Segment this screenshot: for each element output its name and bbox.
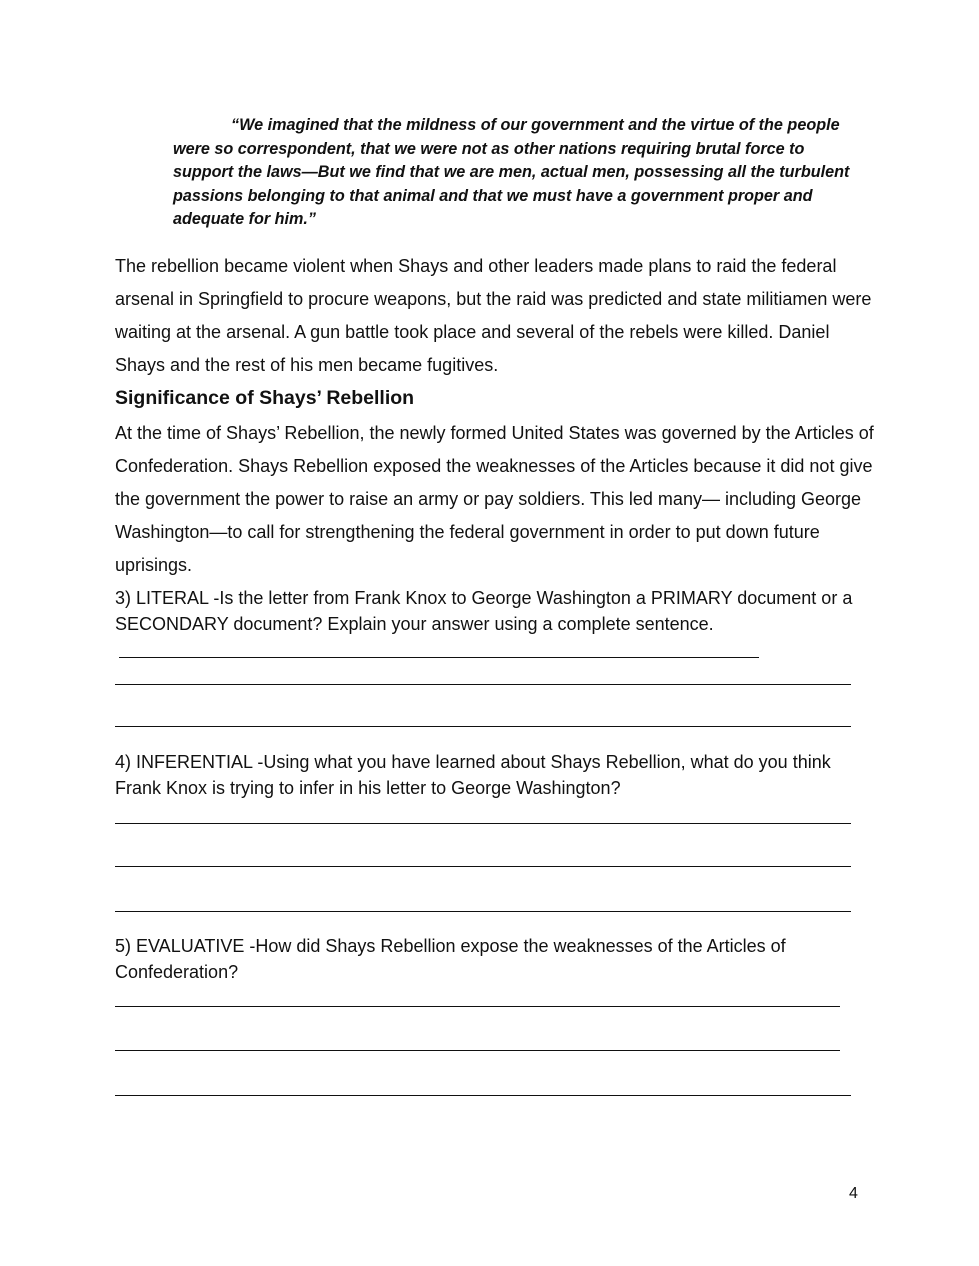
answer-line-q4-2[interactable]: [115, 866, 851, 867]
block-quote: [173, 114, 863, 232]
question-3: [115, 585, 855, 665]
answer-line-q3-1[interactable]: [115, 684, 851, 685]
question-4: 4) INFERENTIAL -Using what you have learned about Shays Rebellion, what do you think Frank Knox is trying to infer in his letter to George Washington?: [115, 752, 831, 798]
answer-line-q3-2[interactable]: [115, 726, 851, 727]
answer-line-q5-3[interactable]: [115, 1095, 851, 1096]
question-3-text: 3) LITERAL -Is the letter from Frank Knox to George Washington a PRIMARY document or a SECONDARY document? Explain your answer using a complete sentence.: [115, 588, 853, 634]
answer-line-q4-3[interactable]: [115, 911, 851, 912]
page-number: 4: [849, 1185, 858, 1202]
answer-line-q5-1[interactable]: [115, 1006, 840, 1007]
paragraph-significance: At the time of Shays’ Rebellion, the newly formed United States was governed by the Articles of Confederation. Shays Rebellion exposed the weaknesses of the Articles because it did not give the government the power to raise an army or pay soldiers. This led many— including George Washington—to call for strengthening the federal government in order to put down future uprisings.: [115, 423, 874, 575]
section-heading: Significance of Shays’ Rebellion: [115, 387, 415, 409]
quote-text: “We imagined that the mildness of our government and the virtue of the people were so correspondent, that we were not as other nations requiring brutal force to support the laws—But we find that we are men, actual men, possessing all the turbulent passions belonging to that animal and that we must have a government proper and adequate for him.”: [173, 116, 850, 228]
answer-line-q5-2[interactable]: [115, 1050, 840, 1051]
paragraph-rebellion-violence: The rebellion became violent when Shays and other leaders made plans to raid the federal arsenal in Springfield to procure weapons, but the raid was predicted and state militiamen were waiting at the arsenal. A gun battle took place and several of the rebels were killed. Daniel Shays and the rest of his men became fugitives.: [115, 256, 872, 375]
question-5: 5) EVALUATIVE -How did Shays Rebellion expose the weaknesses of the Articles of Confederation?: [115, 936, 786, 982]
answer-blank-q3-inline[interactable]: [119, 637, 759, 658]
answer-line-q4-1[interactable]: [115, 823, 851, 824]
